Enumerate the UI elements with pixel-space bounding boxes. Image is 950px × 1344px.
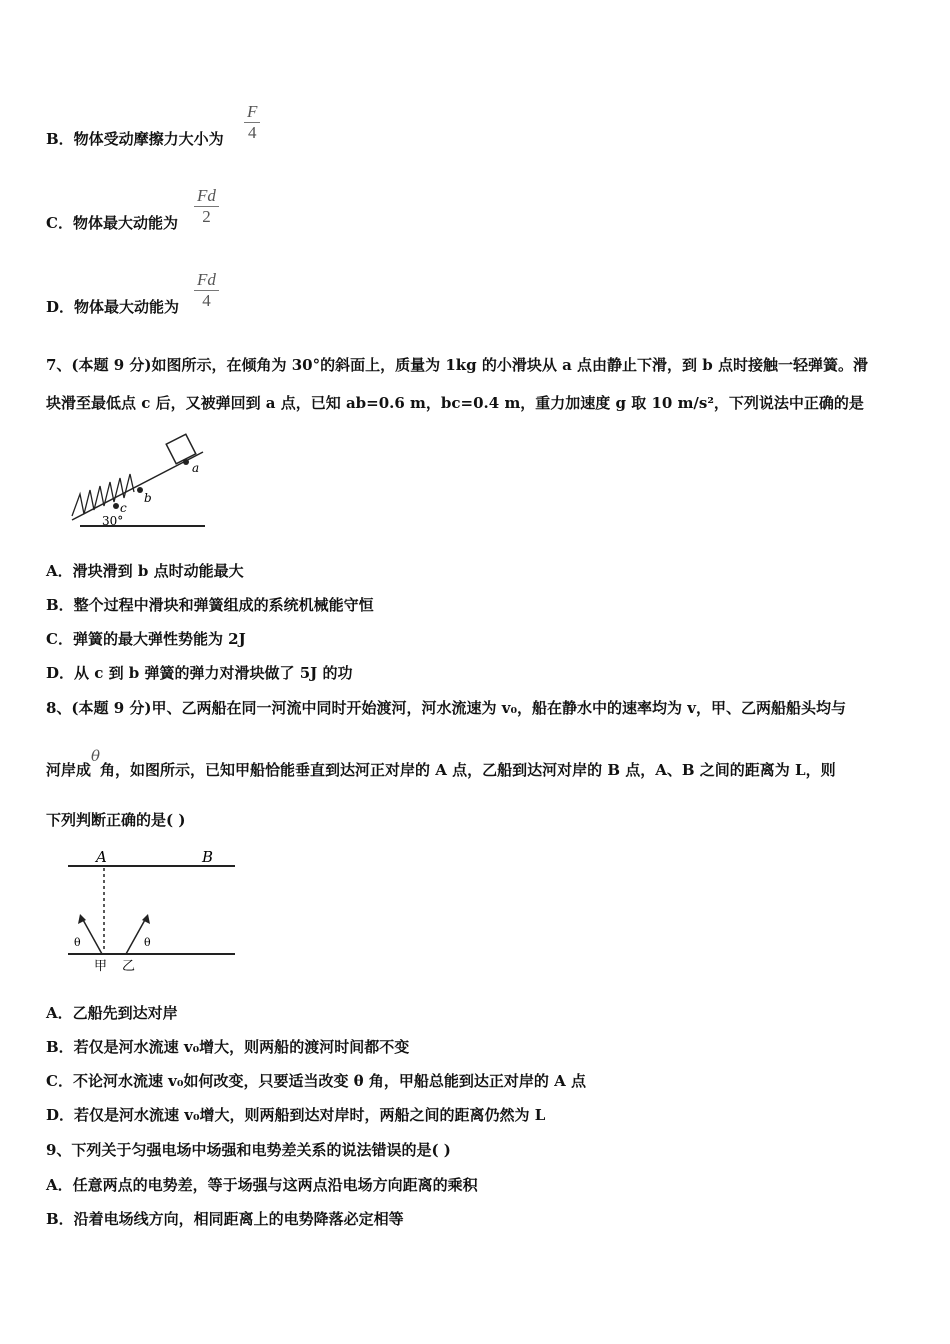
label-angle: 30° [102,514,124,528]
q8-line3: 下列判断正确的是( ) [46,811,186,829]
label-theta-jia: θ [74,936,81,949]
river-boats-figure [40,840,250,980]
fraction-f-over-4: $\frac{F}{4}$ [244,102,260,143]
q9-line1: 9、下列关于匀强电场中场强和电势差关系的说法错误的是( ) [46,1141,451,1159]
label-A: A [96,848,107,866]
fraction-fd-over-4: $\frac{Fd}{4}$ [194,270,219,311]
q7-line1: 7、(本题 9 分)如图所示，在倾角为 30°的斜面上，质量为 1kg 的小滑块从 a 点由静止下滑，到 b 点时接触一轻弹簧。滑 [46,356,868,374]
q7-line2: 块滑至最低点 c 后，又被弹回到 a 点，已知 ab=0.6 m，bc=0.4 m，重力加速度 g 取 10 m/s²，下列说法中正确的是 [46,394,864,412]
fraction-fd-over-2: $\frac{Fd}{2}$ [194,186,219,227]
label-b: b [144,491,152,505]
label-jia: 甲 [94,959,108,974]
label-a: a [192,461,200,475]
label-theta-yi: θ [144,936,151,949]
q7-option-b: B．整个过程中滑块和弹簧组成的系统机械能守恒 [46,596,374,614]
incline-spring-figure [40,420,240,540]
q7-option-c: C．弹簧的最大弹性势能为 2J [46,630,246,648]
q8-line2: 河岸成θ角，如图所示，已知甲船恰能垂直到达河正对岸的 A 点，乙船到达河对岸的 B 点，A、B 之间的距离为 L，则 [46,747,836,779]
q9-option-a: A．任意两点的电势差，等于场强与这两点沿电场方向距离的乘积 [46,1176,478,1194]
q7-option-a: A．滑块滑到 b 点时动能最大 [46,562,244,580]
label-c: c [120,501,127,515]
q7-option-d: D．从 c 到 b 弹簧的弹力对滑块做了 5J 的功 [46,664,353,682]
q6-option-c: C．物体最大动能为 [46,214,178,232]
q6-option-d: D．物体最大动能为 [46,298,180,316]
q8-option-a: A．乙船先到达对岸 [46,1004,178,1022]
label-yi: 乙 [122,959,136,974]
q8-line1: 8、(本题 9 分)甲、乙两船在同一河流中同时开始渡河，河水流速为 v₀，船在静水中的速率均为 v，甲、乙两船船头均与 [46,699,846,717]
q8-option-c: C．不论河水流速 v₀如何改变，只要适当改变 θ 角，甲船总能到达正对岸的 A 点 [46,1072,586,1090]
label-B: B [202,848,214,866]
q6-option-b: B．物体受动摩擦力大小为 [46,130,224,148]
q9-option-b: B．沿着电场线方向，相同距离上的电势降落必定相等 [46,1210,404,1228]
q8-option-d: D．若仅是河水流速 v₀增大，则两船到达对岸时，两船之间的距离仍然为 L [46,1106,546,1124]
q8-option-b: B．若仅是河水流速 v₀增大，则两船的渡河时间都不变 [46,1038,410,1056]
